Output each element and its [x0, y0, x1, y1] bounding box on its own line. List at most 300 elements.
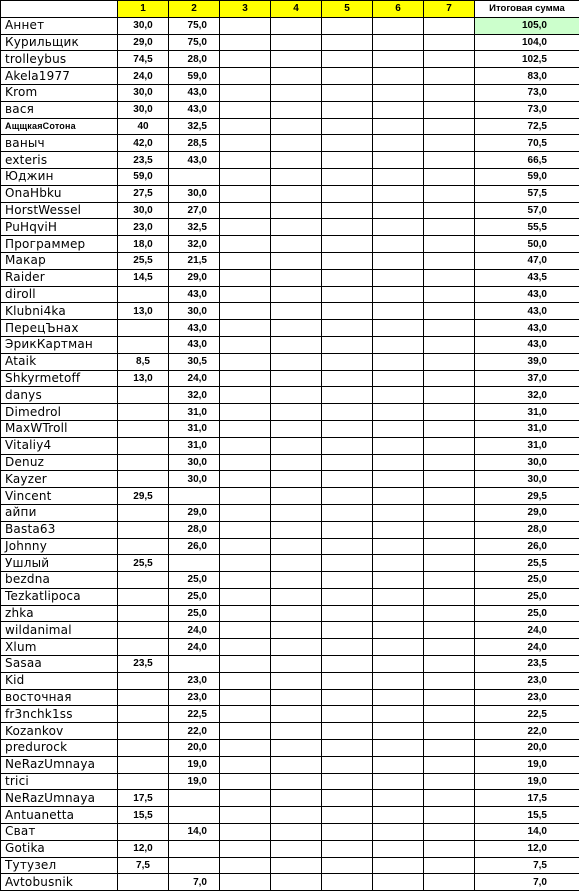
total-sum-cell[interactable]: 73,0	[475, 84, 579, 101]
round-6-cell[interactable]	[373, 51, 424, 68]
round-1-cell[interactable]: 13,0	[118, 370, 169, 387]
round-7-cell[interactable]	[424, 437, 475, 454]
round-5-cell[interactable]	[322, 168, 373, 185]
player-name-cell[interactable]: Kayzer	[1, 471, 118, 488]
round-2-cell[interactable]: 30,0	[169, 471, 220, 488]
round-5-cell[interactable]	[322, 622, 373, 639]
round-1-cell[interactable]	[118, 538, 169, 555]
total-sum-cell[interactable]: 22,5	[475, 706, 579, 723]
round-5-cell[interactable]	[322, 219, 373, 236]
round-7-cell[interactable]	[424, 874, 475, 891]
round-6-cell[interactable]	[373, 168, 424, 185]
round-5-cell[interactable]	[322, 370, 373, 387]
round-3-cell[interactable]	[220, 420, 271, 437]
round-7-cell[interactable]	[424, 168, 475, 185]
round-6-cell[interactable]	[373, 437, 424, 454]
round-1-cell[interactable]: 8,5	[118, 353, 169, 370]
player-name-cell[interactable]: trici	[1, 773, 118, 790]
round-7-cell[interactable]	[424, 471, 475, 488]
total-sum-cell[interactable]: 25,5	[475, 555, 579, 572]
round-2-cell[interactable]: 26,0	[169, 538, 220, 555]
round-3-cell[interactable]	[220, 689, 271, 706]
round-7-cell[interactable]	[424, 504, 475, 521]
round-7-cell[interactable]	[424, 824, 475, 841]
round-2-cell[interactable]: 25,0	[169, 572, 220, 589]
round-2-cell[interactable]: 31,0	[169, 404, 220, 421]
round-7-cell[interactable]	[424, 740, 475, 757]
round-5-cell[interactable]	[322, 101, 373, 118]
round-4-cell[interactable]	[271, 824, 322, 841]
round-6-cell[interactable]	[373, 538, 424, 555]
round-2-cell[interactable]: 30,0	[169, 185, 220, 202]
round-1-cell[interactable]: 30,0	[118, 17, 169, 34]
round-3-cell[interactable]	[220, 471, 271, 488]
player-name-cell[interactable]: Shkyrmetoff	[1, 370, 118, 387]
total-sum-cell[interactable]: 29,0	[475, 504, 579, 521]
total-sum-cell[interactable]: 105,0	[475, 17, 579, 34]
round-1-cell[interactable]	[118, 454, 169, 471]
round-4-cell[interactable]	[271, 471, 322, 488]
round-2-cell[interactable]: 29,0	[169, 504, 220, 521]
total-sum-cell[interactable]: 24,0	[475, 639, 579, 656]
round-5-cell[interactable]	[322, 118, 373, 135]
player-name-cell[interactable]: Akela1977	[1, 68, 118, 85]
round-1-cell[interactable]	[118, 622, 169, 639]
round-2-cell[interactable]	[169, 857, 220, 874]
round-5-cell[interactable]	[322, 437, 373, 454]
total-sum-cell[interactable]: 7,5	[475, 857, 579, 874]
player-name-cell[interactable]: HorstWessel	[1, 202, 118, 219]
round-7-cell[interactable]	[424, 538, 475, 555]
round-1-cell[interactable]: 29,5	[118, 488, 169, 505]
total-sum-cell[interactable]: 47,0	[475, 252, 579, 269]
round-3-cell[interactable]	[220, 202, 271, 219]
round-3-cell[interactable]	[220, 639, 271, 656]
round-3-cell[interactable]	[220, 51, 271, 68]
round-6-cell[interactable]	[373, 488, 424, 505]
round-3-cell[interactable]	[220, 135, 271, 152]
round-1-cell[interactable]	[118, 874, 169, 891]
round-6-cell[interactable]	[373, 219, 424, 236]
round-1-cell[interactable]	[118, 521, 169, 538]
round-5-cell[interactable]	[322, 34, 373, 51]
round-1-cell[interactable]: 25,5	[118, 252, 169, 269]
round-4-cell[interactable]	[271, 336, 322, 353]
round-1-cell[interactable]	[118, 605, 169, 622]
round-5-cell[interactable]	[322, 572, 373, 589]
round-1-cell[interactable]	[118, 689, 169, 706]
round-3-cell[interactable]	[220, 286, 271, 303]
total-sum-cell[interactable]: 31,0	[475, 437, 579, 454]
round-4-cell[interactable]	[271, 622, 322, 639]
round-2-cell[interactable]: 75,0	[169, 34, 220, 51]
round-4-cell[interactable]	[271, 269, 322, 286]
round-7-cell[interactable]	[424, 723, 475, 740]
total-sum-cell[interactable]: 32,0	[475, 387, 579, 404]
round-3-cell[interactable]	[220, 756, 271, 773]
total-sum-cell[interactable]: 37,0	[475, 370, 579, 387]
player-name-cell[interactable]: ЭрикКартман	[1, 336, 118, 353]
round-6-cell[interactable]	[373, 555, 424, 572]
round-2-cell[interactable]: 43,0	[169, 286, 220, 303]
player-name-cell[interactable]: Ataik	[1, 353, 118, 370]
round-1-cell[interactable]	[118, 824, 169, 841]
round-7-cell[interactable]	[424, 706, 475, 723]
column-header-2[interactable]: 2	[169, 1, 220, 18]
round-6-cell[interactable]	[373, 370, 424, 387]
round-3-cell[interactable]	[220, 219, 271, 236]
round-2-cell[interactable]: 29,0	[169, 269, 220, 286]
round-5-cell[interactable]	[322, 857, 373, 874]
round-6-cell[interactable]	[373, 790, 424, 807]
round-4-cell[interactable]	[271, 706, 322, 723]
round-4-cell[interactable]	[271, 488, 322, 505]
round-2-cell[interactable]: 24,0	[169, 370, 220, 387]
player-name-cell[interactable]: NeRazUmnaya	[1, 756, 118, 773]
round-3-cell[interactable]	[220, 454, 271, 471]
total-sum-cell[interactable]: 28,0	[475, 521, 579, 538]
round-1-cell[interactable]: 30,0	[118, 202, 169, 219]
total-sum-cell[interactable]: 15,5	[475, 807, 579, 824]
player-name-cell[interactable]: Gotika	[1, 840, 118, 857]
round-1-cell[interactable]	[118, 572, 169, 589]
round-6-cell[interactable]	[373, 689, 424, 706]
round-3-cell[interactable]	[220, 34, 271, 51]
round-3-cell[interactable]	[220, 68, 271, 85]
round-6-cell[interactable]	[373, 34, 424, 51]
round-2-cell[interactable]: 31,0	[169, 437, 220, 454]
round-7-cell[interactable]	[424, 622, 475, 639]
round-6-cell[interactable]	[373, 723, 424, 740]
round-2-cell[interactable]: 31,0	[169, 420, 220, 437]
round-3-cell[interactable]	[220, 538, 271, 555]
total-sum-cell[interactable]: 7,0	[475, 874, 579, 891]
round-5-cell[interactable]	[322, 353, 373, 370]
round-6-cell[interactable]	[373, 504, 424, 521]
round-5-cell[interactable]	[322, 790, 373, 807]
round-6-cell[interactable]	[373, 236, 424, 253]
round-2-cell[interactable]: 14,0	[169, 824, 220, 841]
column-header-4[interactable]: 4	[271, 1, 322, 18]
round-2-cell[interactable]: 23,0	[169, 689, 220, 706]
round-4-cell[interactable]	[271, 84, 322, 101]
round-3-cell[interactable]	[220, 572, 271, 589]
round-4-cell[interactable]	[271, 588, 322, 605]
round-3-cell[interactable]	[220, 840, 271, 857]
round-5-cell[interactable]	[322, 521, 373, 538]
round-3-cell[interactable]	[220, 336, 271, 353]
round-1-cell[interactable]	[118, 387, 169, 404]
player-name-cell[interactable]: вася	[1, 101, 118, 118]
round-5-cell[interactable]	[322, 84, 373, 101]
round-5-cell[interactable]	[322, 135, 373, 152]
round-3-cell[interactable]	[220, 404, 271, 421]
column-header-3[interactable]: 3	[220, 1, 271, 18]
round-2-cell[interactable]: 20,0	[169, 740, 220, 757]
round-6-cell[interactable]	[373, 336, 424, 353]
round-2-cell[interactable]: 24,0	[169, 639, 220, 656]
player-name-cell[interactable]: Vitaliy4	[1, 437, 118, 454]
round-5-cell[interactable]	[322, 336, 373, 353]
round-3-cell[interactable]	[220, 622, 271, 639]
round-1-cell[interactable]	[118, 723, 169, 740]
round-1-cell[interactable]: 29,0	[118, 34, 169, 51]
round-4-cell[interactable]	[271, 17, 322, 34]
round-3-cell[interactable]	[220, 101, 271, 118]
round-5-cell[interactable]	[322, 152, 373, 169]
round-6-cell[interactable]	[373, 656, 424, 673]
total-sum-cell[interactable]: 43,0	[475, 320, 579, 337]
round-1-cell[interactable]: 40	[118, 118, 169, 135]
round-3-cell[interactable]	[220, 656, 271, 673]
total-sum-cell[interactable]: 26,0	[475, 538, 579, 555]
player-name-cell[interactable]: exteris	[1, 152, 118, 169]
round-4-cell[interactable]	[271, 118, 322, 135]
round-3-cell[interactable]	[220, 185, 271, 202]
column-header-5[interactable]: 5	[322, 1, 373, 18]
player-name-cell[interactable]: fr3nchk1ss	[1, 706, 118, 723]
player-name-cell[interactable]: Johnny	[1, 538, 118, 555]
total-sum-cell[interactable]: 29,5	[475, 488, 579, 505]
round-4-cell[interactable]	[271, 202, 322, 219]
round-3-cell[interactable]	[220, 706, 271, 723]
round-7-cell[interactable]	[424, 639, 475, 656]
round-2-cell[interactable]: 43,0	[169, 320, 220, 337]
round-7-cell[interactable]	[424, 656, 475, 673]
round-1-cell[interactable]: 30,0	[118, 84, 169, 101]
total-sum-cell[interactable]: 17,5	[475, 790, 579, 807]
round-7-cell[interactable]	[424, 320, 475, 337]
player-name-cell[interactable]: zhka	[1, 605, 118, 622]
round-7-cell[interactable]	[424, 454, 475, 471]
round-6-cell[interactable]	[373, 303, 424, 320]
total-sum-cell[interactable]: 50,0	[475, 236, 579, 253]
round-3-cell[interactable]	[220, 874, 271, 891]
total-sum-cell[interactable]: 25,0	[475, 572, 579, 589]
round-1-cell[interactable]	[118, 740, 169, 757]
player-name-cell[interactable]: predurock	[1, 740, 118, 757]
round-2-cell[interactable]	[169, 656, 220, 673]
round-5-cell[interactable]	[322, 588, 373, 605]
round-5-cell[interactable]	[322, 68, 373, 85]
round-4-cell[interactable]	[271, 723, 322, 740]
round-4-cell[interactable]	[271, 404, 322, 421]
round-4-cell[interactable]	[271, 168, 322, 185]
round-1-cell[interactable]	[118, 320, 169, 337]
round-7-cell[interactable]	[424, 857, 475, 874]
round-7-cell[interactable]	[424, 269, 475, 286]
player-name-cell[interactable]: Курильщик	[1, 34, 118, 51]
round-2-cell[interactable]: 19,0	[169, 773, 220, 790]
round-4-cell[interactable]	[271, 773, 322, 790]
round-7-cell[interactable]	[424, 807, 475, 824]
round-5-cell[interactable]	[322, 320, 373, 337]
total-sum-cell[interactable]: 25,0	[475, 605, 579, 622]
round-3-cell[interactable]	[220, 521, 271, 538]
round-2-cell[interactable]: 32,5	[169, 118, 220, 135]
round-5-cell[interactable]	[322, 874, 373, 891]
round-6-cell[interactable]	[373, 101, 424, 118]
round-7-cell[interactable]	[424, 387, 475, 404]
round-6-cell[interactable]	[373, 824, 424, 841]
round-1-cell[interactable]: 23,0	[118, 219, 169, 236]
round-7-cell[interactable]	[424, 773, 475, 790]
round-6-cell[interactable]	[373, 118, 424, 135]
round-1-cell[interactable]	[118, 588, 169, 605]
total-sum-cell[interactable]: 55,5	[475, 219, 579, 236]
round-3-cell[interactable]	[220, 152, 271, 169]
round-7-cell[interactable]	[424, 252, 475, 269]
round-1-cell[interactable]: 18,0	[118, 236, 169, 253]
round-2-cell[interactable]: 30,5	[169, 353, 220, 370]
round-4-cell[interactable]	[271, 807, 322, 824]
round-7-cell[interactable]	[424, 185, 475, 202]
round-6-cell[interactable]	[373, 874, 424, 891]
round-5-cell[interactable]	[322, 420, 373, 437]
player-name-cell[interactable]: NeRazUmnaya	[1, 790, 118, 807]
round-7-cell[interactable]	[424, 236, 475, 253]
round-3-cell[interactable]	[220, 723, 271, 740]
round-6-cell[interactable]	[373, 320, 424, 337]
round-3-cell[interactable]	[220, 303, 271, 320]
round-1-cell[interactable]: 24,0	[118, 68, 169, 85]
round-5-cell[interactable]	[322, 454, 373, 471]
player-name-cell[interactable]: diroll	[1, 286, 118, 303]
round-5-cell[interactable]	[322, 252, 373, 269]
round-2-cell[interactable]: 43,0	[169, 84, 220, 101]
round-4-cell[interactable]	[271, 320, 322, 337]
total-sum-cell[interactable]: 31,0	[475, 420, 579, 437]
round-7-cell[interactable]	[424, 672, 475, 689]
round-4-cell[interactable]	[271, 420, 322, 437]
round-1-cell[interactable]: 7,5	[118, 857, 169, 874]
player-name-cell[interactable]: Тутузел	[1, 857, 118, 874]
round-7-cell[interactable]	[424, 840, 475, 857]
round-6-cell[interactable]	[373, 756, 424, 773]
round-6-cell[interactable]	[373, 706, 424, 723]
round-7-cell[interactable]	[424, 588, 475, 605]
player-name-cell[interactable]: айпи	[1, 504, 118, 521]
total-sum-cell[interactable]: 20,0	[475, 740, 579, 757]
player-name-cell[interactable]: danys	[1, 387, 118, 404]
round-3-cell[interactable]	[220, 824, 271, 841]
round-2-cell[interactable]: 28,5	[169, 135, 220, 152]
total-sum-cell[interactable]: 43,0	[475, 336, 579, 353]
player-name-cell[interactable]: Klubni4ka	[1, 303, 118, 320]
round-4-cell[interactable]	[271, 303, 322, 320]
player-name-cell[interactable]: восточная	[1, 689, 118, 706]
total-sum-cell[interactable]: 66,5	[475, 152, 579, 169]
round-3-cell[interactable]	[220, 387, 271, 404]
round-2-cell[interactable]: 43,0	[169, 152, 220, 169]
player-name-cell[interactable]: Сват	[1, 824, 118, 841]
round-3-cell[interactable]	[220, 84, 271, 101]
round-7-cell[interactable]	[424, 555, 475, 572]
round-4-cell[interactable]	[271, 437, 322, 454]
round-6-cell[interactable]	[373, 857, 424, 874]
round-4-cell[interactable]	[271, 521, 322, 538]
round-7-cell[interactable]	[424, 101, 475, 118]
round-5-cell[interactable]	[322, 51, 373, 68]
round-3-cell[interactable]	[220, 605, 271, 622]
round-7-cell[interactable]	[424, 404, 475, 421]
player-name-cell[interactable]: Denuz	[1, 454, 118, 471]
round-1-cell[interactable]: 42,0	[118, 135, 169, 152]
player-name-cell[interactable]: Юджин	[1, 168, 118, 185]
round-3-cell[interactable]	[220, 252, 271, 269]
round-2-cell[interactable]: 22,5	[169, 706, 220, 723]
round-2-cell[interactable]: 30,0	[169, 303, 220, 320]
round-5-cell[interactable]	[322, 202, 373, 219]
round-3-cell[interactable]	[220, 555, 271, 572]
round-4-cell[interactable]	[271, 219, 322, 236]
round-4-cell[interactable]	[271, 34, 322, 51]
round-2-cell[interactable]: 43,0	[169, 336, 220, 353]
round-7-cell[interactable]	[424, 336, 475, 353]
round-5-cell[interactable]	[322, 740, 373, 757]
round-7-cell[interactable]	[424, 521, 475, 538]
round-2-cell[interactable]	[169, 168, 220, 185]
round-5-cell[interactable]	[322, 471, 373, 488]
column-header-total[interactable]: Итоговая сумма	[475, 1, 579, 18]
round-1-cell[interactable]: 15,5	[118, 807, 169, 824]
round-4-cell[interactable]	[271, 387, 322, 404]
round-5-cell[interactable]	[322, 672, 373, 689]
total-sum-cell[interactable]: 25,0	[475, 588, 579, 605]
round-2-cell[interactable]	[169, 488, 220, 505]
round-5-cell[interactable]	[322, 404, 373, 421]
player-name-cell[interactable]: ваныч	[1, 135, 118, 152]
round-2-cell[interactable]: 59,0	[169, 68, 220, 85]
round-6-cell[interactable]	[373, 68, 424, 85]
player-name-cell[interactable]: Kid	[1, 672, 118, 689]
round-5-cell[interactable]	[322, 840, 373, 857]
round-4-cell[interactable]	[271, 538, 322, 555]
round-6-cell[interactable]	[373, 17, 424, 34]
round-3-cell[interactable]	[220, 740, 271, 757]
round-5-cell[interactable]	[322, 824, 373, 841]
round-1-cell[interactable]: 74,5	[118, 51, 169, 68]
player-name-cell[interactable]: Avtobusnik	[1, 874, 118, 891]
round-6-cell[interactable]	[373, 773, 424, 790]
round-6-cell[interactable]	[373, 807, 424, 824]
round-6-cell[interactable]	[373, 639, 424, 656]
round-3-cell[interactable]	[220, 504, 271, 521]
player-name-cell[interactable]: Dimedrol	[1, 404, 118, 421]
player-name-cell[interactable]: OnaHbku	[1, 185, 118, 202]
round-4-cell[interactable]	[271, 236, 322, 253]
round-2-cell[interactable]	[169, 790, 220, 807]
round-6-cell[interactable]	[373, 672, 424, 689]
round-4-cell[interactable]	[271, 370, 322, 387]
round-6-cell[interactable]	[373, 622, 424, 639]
round-1-cell[interactable]	[118, 471, 169, 488]
round-4-cell[interactable]	[271, 555, 322, 572]
round-6-cell[interactable]	[373, 84, 424, 101]
round-2-cell[interactable]: 22,0	[169, 723, 220, 740]
player-name-cell[interactable]: Макар	[1, 252, 118, 269]
round-4-cell[interactable]	[271, 672, 322, 689]
total-sum-cell[interactable]: 43,5	[475, 269, 579, 286]
round-6-cell[interactable]	[373, 387, 424, 404]
round-6-cell[interactable]	[373, 286, 424, 303]
round-6-cell[interactable]	[373, 521, 424, 538]
total-sum-cell[interactable]: 73,0	[475, 101, 579, 118]
total-sum-cell[interactable]: 59,0	[475, 168, 579, 185]
round-7-cell[interactable]	[424, 488, 475, 505]
round-1-cell[interactable]	[118, 437, 169, 454]
round-4-cell[interactable]	[271, 605, 322, 622]
